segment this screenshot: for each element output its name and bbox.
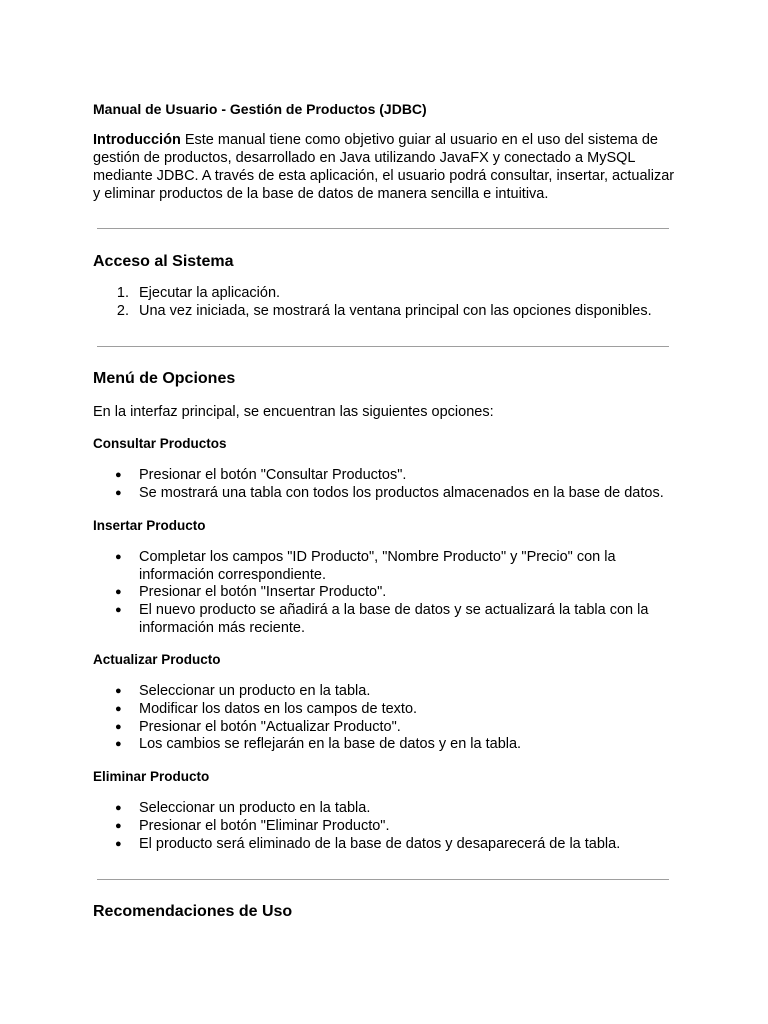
acceso-steps-list [93,285,678,320]
list-item: ● Se mostrará una tabla con todos los productos almacenados en la base de datos. [115,485,664,502]
bullet-icon: ● [115,837,122,850]
list-item: ● Seleccionar un producto en la tabla. [115,683,371,700]
step-text: Ejecutar la aplicación. [139,285,281,301]
bullet-icon: ● [115,586,122,599]
intro-text: Este manual tiene como objetivo guiar al usuario en el uso del sistema de gestión de productos, desarrollado en Java utilizando JavaFX y conectado a MySQL mediante JDBC. A través de esta aplicación, el usuario podrá consultar, insertar, actualizar y eliminar productos de la base de datos de manera sencilla e intuitiva. [93,132,675,202]
subheading-eliminar: Eliminar Producto [93,769,210,785]
list-item [93,285,678,303]
list-item: ● El nuevo producto se añadirá a la base de datos y se actualizará la tabla con la información más reciente. [115,601,649,636]
eliminar-list [93,800,678,853]
consultar-list [93,467,678,502]
bullet-icon: ● [115,802,122,815]
insertar-list [93,549,678,638]
bullet-icon: ● [115,738,122,751]
list-item: ● Completar los campos "ID Producto", "Nombre Producto" y "Precio" con la información correspondiente. [115,548,616,583]
document-page [93,100,678,922]
bullet-icon: ● [115,685,122,698]
section-divider [97,346,669,347]
document-title: Manual de Usuario - Gestión de Productos (JDBC) [93,101,427,117]
section-divider [97,879,669,880]
list-item: ● Modificar los datos en los campos de texto. [115,701,418,718]
bullet-icon: ● [115,819,122,832]
list-item: ● Presionar el botón "Actualizar Producto". [115,718,401,735]
list-item: ● Presionar el botón "Insertar Producto". [115,584,387,601]
intro-label: Introducción [93,132,181,148]
section-heading-menu: Menú de Opciones [93,370,236,388]
list-item: ● El producto será eliminado de la base de datos y desaparecerá de la tabla. [115,835,621,852]
bullet-icon: ● [115,550,122,563]
subheading-actualizar: Actualizar Producto [93,652,221,668]
step-text: Una vez iniciada, se mostrará la ventana principal con las opciones disponibles. [139,302,652,319]
list-item: ● Presionar el botón "Consultar Productos". [115,467,407,484]
list-item: ● Los cambios se reflejarán en la base de datos y en la tabla. [115,736,522,753]
subheading-consultar: Consultar Productos [93,436,227,452]
bullet-icon: ● [115,469,122,482]
actualizar-list [93,683,678,754]
section-heading-acceso: Acceso al Sistema [93,253,234,270]
list-item: ● Presionar el botón "Eliminar Producto". [115,817,390,834]
subheading-insertar: Insertar Producto [93,517,206,533]
section-heading-recomendaciones: Recomendaciones de Uso [93,903,293,921]
bullet-icon: ● [115,603,122,616]
bullet-icon: ● [115,720,122,733]
intro-paragraph [93,131,678,203]
step-number: 2. [116,302,129,319]
menu-intro-text: En la interfaz principal, se encuentran las siguientes opciones: [93,404,494,421]
section-divider [97,228,669,229]
list-item: ● Seleccionar un producto en la tabla. [115,800,371,817]
bullet-icon: ● [115,703,122,716]
step-number: 1. [116,285,129,301]
bullet-icon: ● [115,487,122,500]
list-item [93,303,678,321]
